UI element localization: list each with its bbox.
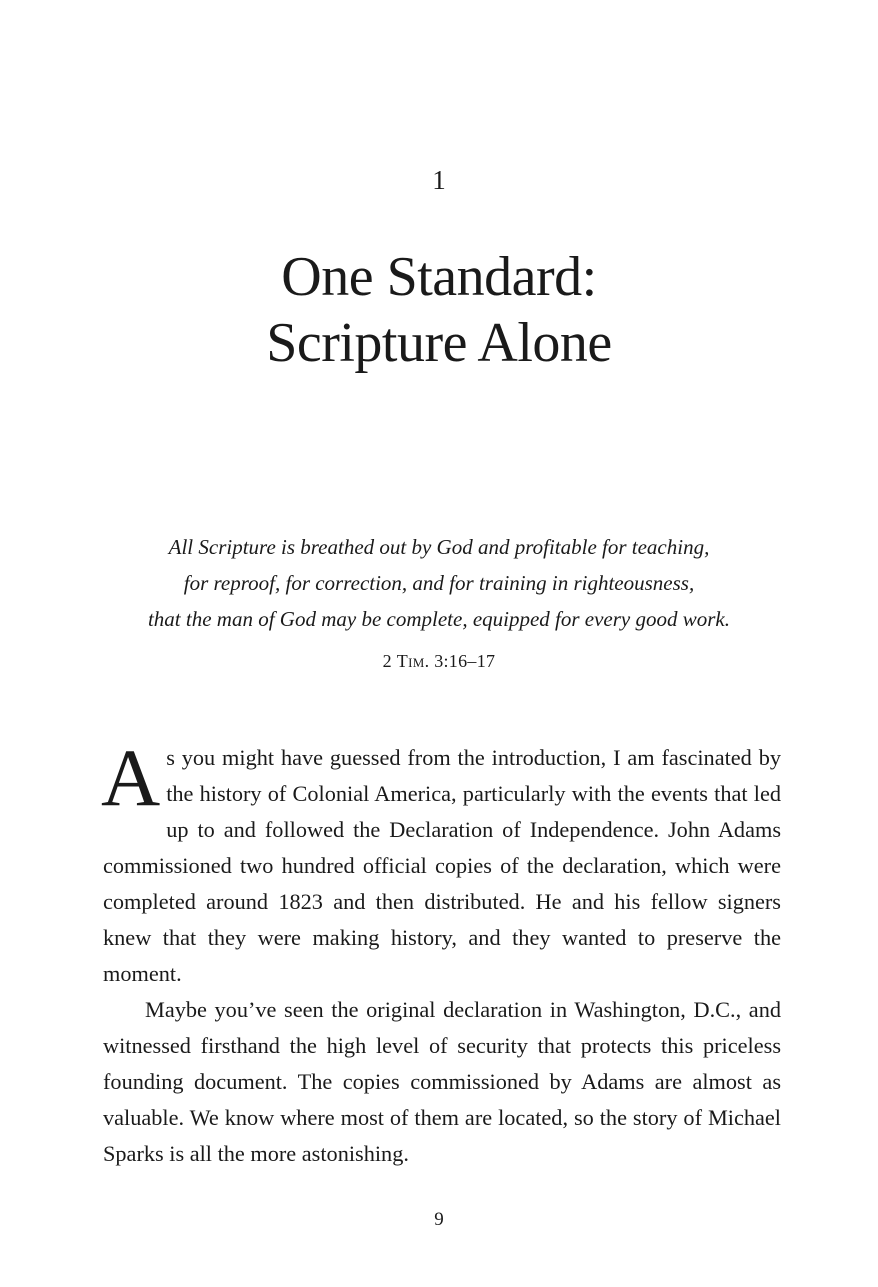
paragraph-1-text: s you might have guessed from the introduction, I am fascinated by the history of Colonial America, particularly with the events that led up to and followed the Declaration of Independence. John Adams commissioned two hundred official copies of the declaration, which were completed around 1823 and then distributed. He and his fellow signers knew that they were making history, and they wanted to preserve the moment. — [103, 745, 781, 986]
epigraph-line-3: that the man of God may be complete, equipped for every good work. — [147, 607, 731, 631]
page-number: 9 — [434, 1209, 444, 1230]
epigraph-ref-book-number: 2 — [382, 651, 392, 671]
chapter-title — [0, 244, 878, 376]
chapter-title-line-1: One Standard: — [281, 246, 597, 308]
paragraph-2: Maybe you’ve seen the original declaration in Washington, D.C., and witnessed firsthand the high level of security that protects this priceless founding document. The copies commissioned by Adams are almost as valuable. We know where most of them are located, so the story of Michael Sparks is all the more astonishing. — [103, 997, 781, 1166]
body-text — [101, 732, 781, 1172]
epigraph-reference — [0, 648, 878, 674]
epigraph-line-1: All Scripture is breathed out by God and profitable for teaching, — [168, 535, 710, 559]
chapter-title-line-2: Scripture Alone — [266, 312, 612, 374]
epigraph-quote — [0, 529, 878, 637]
drop-cap: A — [101, 732, 161, 823]
epigraph-line-2: for reproof, for correction, and for training in righteousness, — [183, 571, 695, 595]
epigraph-ref-verse: 3:16–17 — [434, 651, 496, 671]
paragraph-1 — [101, 732, 781, 992]
epigraph-ref-book: Tim. — [396, 651, 430, 671]
chapter-number: 1 — [432, 165, 446, 195]
